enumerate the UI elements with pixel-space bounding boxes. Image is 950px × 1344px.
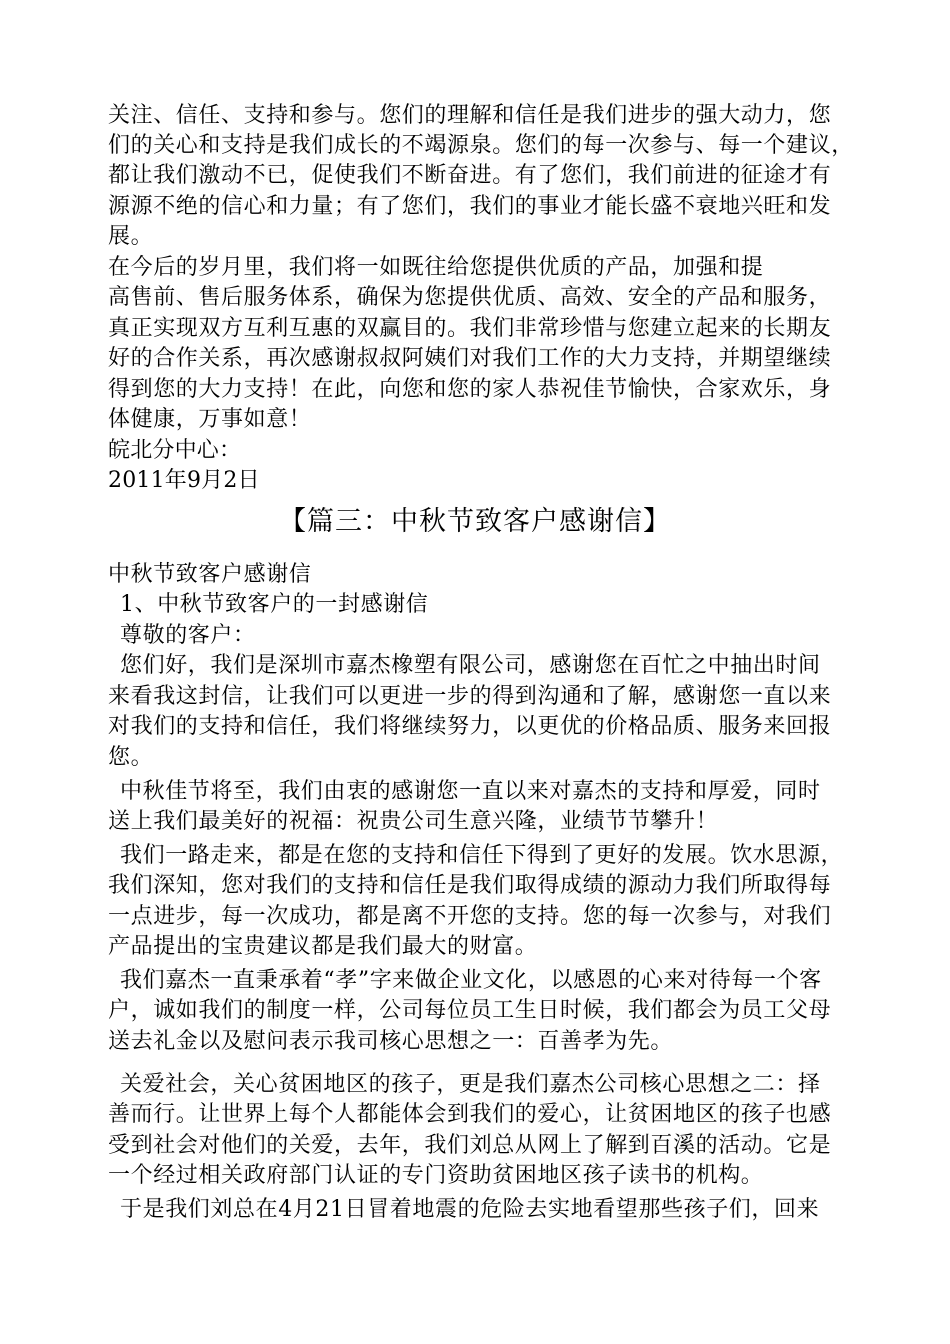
body-line: 得到您的大力支持！在此，向您和您的家人恭祝佳节愉快，合家欢乐，身 <box>108 377 832 402</box>
body-line: 送上我们最美好的祝福：祝贵公司生意兴隆，业绩节节攀升！ <box>108 809 719 834</box>
body-line: 您。 <box>108 745 154 770</box>
letter-title: 中秋节致客户感谢信 <box>108 562 312 587</box>
body-line: 关爱社会，关心贫困地区的孩子，更是我们嘉杰公司核心思想之二：择 <box>120 1072 821 1097</box>
body-line: 中秋佳节将至，我们由衷的感谢您一直以来对嘉杰的支持和厚爱，同时 <box>120 779 821 804</box>
letter-subtitle: 1、中秋节致客户的一封感谢信 <box>120 592 429 617</box>
body-line: 一点进步，每一次成功，都是离不开您的支持。您的每一次参与，对我们 <box>108 904 832 929</box>
body-line: 善而行。让世界上每个人都能体会到我们的爱心，让贫困地区的孩子也感 <box>108 1102 832 1127</box>
body-line: 于是我们刘总在4月21日冒着地震的危险去实地看望那些孩子们，回来 <box>120 1197 820 1222</box>
body-line: 我们深知，您对我们的支持和信任是我们取得成绩的源动力我们所取得每 <box>108 873 832 898</box>
body-line: 来看我这封信，让我们可以更进一步的得到沟通和了解，感谢您一直以来 <box>108 684 832 709</box>
body-line: 高售前、售后服务体系，确保为您提供优质、高效、安全的产品和服务， <box>108 285 832 310</box>
body-line: 们的关心和支持是我们成长的不竭源泉。您们的每一次参与、每一个建议， <box>108 133 854 158</box>
body-line: 送去礼金以及慰问表示我司核心思想之一：百善孝为先。 <box>108 1029 674 1054</box>
body-line: 关注、信任、支持和参与。您们的理解和信任是我们进步的强大动力，您 <box>108 103 832 128</box>
body-line: 我们嘉杰一直秉承着“孝”字来做企业文化，以感恩的心来对待每一个客 <box>120 968 822 993</box>
body-line: 您们好，我们是深圳市嘉杰橡塑有限公司，感谢您在百忙之中抽出时间 <box>120 653 821 678</box>
body-line: 对我们的支持和信任，我们将继续努力，以更优的价格品质、服务来回报 <box>108 714 832 739</box>
body-line: 源源不绝的信心和力量；有了您们，我们的事业才能长盛不衰地兴旺和发 <box>108 194 832 219</box>
body-line: 产品提出的宝贵建议都是我们最大的财富。 <box>108 934 538 959</box>
body-line: 我们一路走来，都是在您的支持和信任下得到了更好的发展。饮水思源， <box>120 843 844 868</box>
section-heading: 【篇三：中秋节致客户感谢信】 <box>279 506 671 537</box>
body-line: 户，诚如我们的制度一样，公司每位员工生日时候，我们都会为员工父母 <box>108 998 832 1023</box>
body-line: 在今后的岁月里，我们将一如既往给您提供优质的产品，加强和提 <box>108 255 764 280</box>
body-line: 展。 <box>108 224 154 249</box>
body-line: 好的合作关系，再次感谢叔叔阿姨们对我们工作的大力支持，并期望继续 <box>108 346 832 371</box>
salutation: 尊敬的客户： <box>120 623 256 648</box>
body-line: 受到社会对他们的关爱，去年，我们刘总从网上了解到百溪的活动。它是 <box>108 1133 832 1158</box>
body-line: 真正实现双方互利互惠的双赢目的。我们非常珍惜与您建立起来的长期友 <box>108 316 832 341</box>
signature: 皖北分中心： <box>108 438 242 463</box>
date: 2011年9月2日 <box>108 468 260 493</box>
body-line: 体健康，万事如意！ <box>108 407 312 432</box>
body-line: 都让我们激动不已，促使我们不断奋进。有了您们，我们前进的征途才有 <box>108 163 832 188</box>
body-line: 一个经过相关政府部门认证的专门资助贫困地区孩子读书的机构。 <box>108 1163 764 1188</box>
